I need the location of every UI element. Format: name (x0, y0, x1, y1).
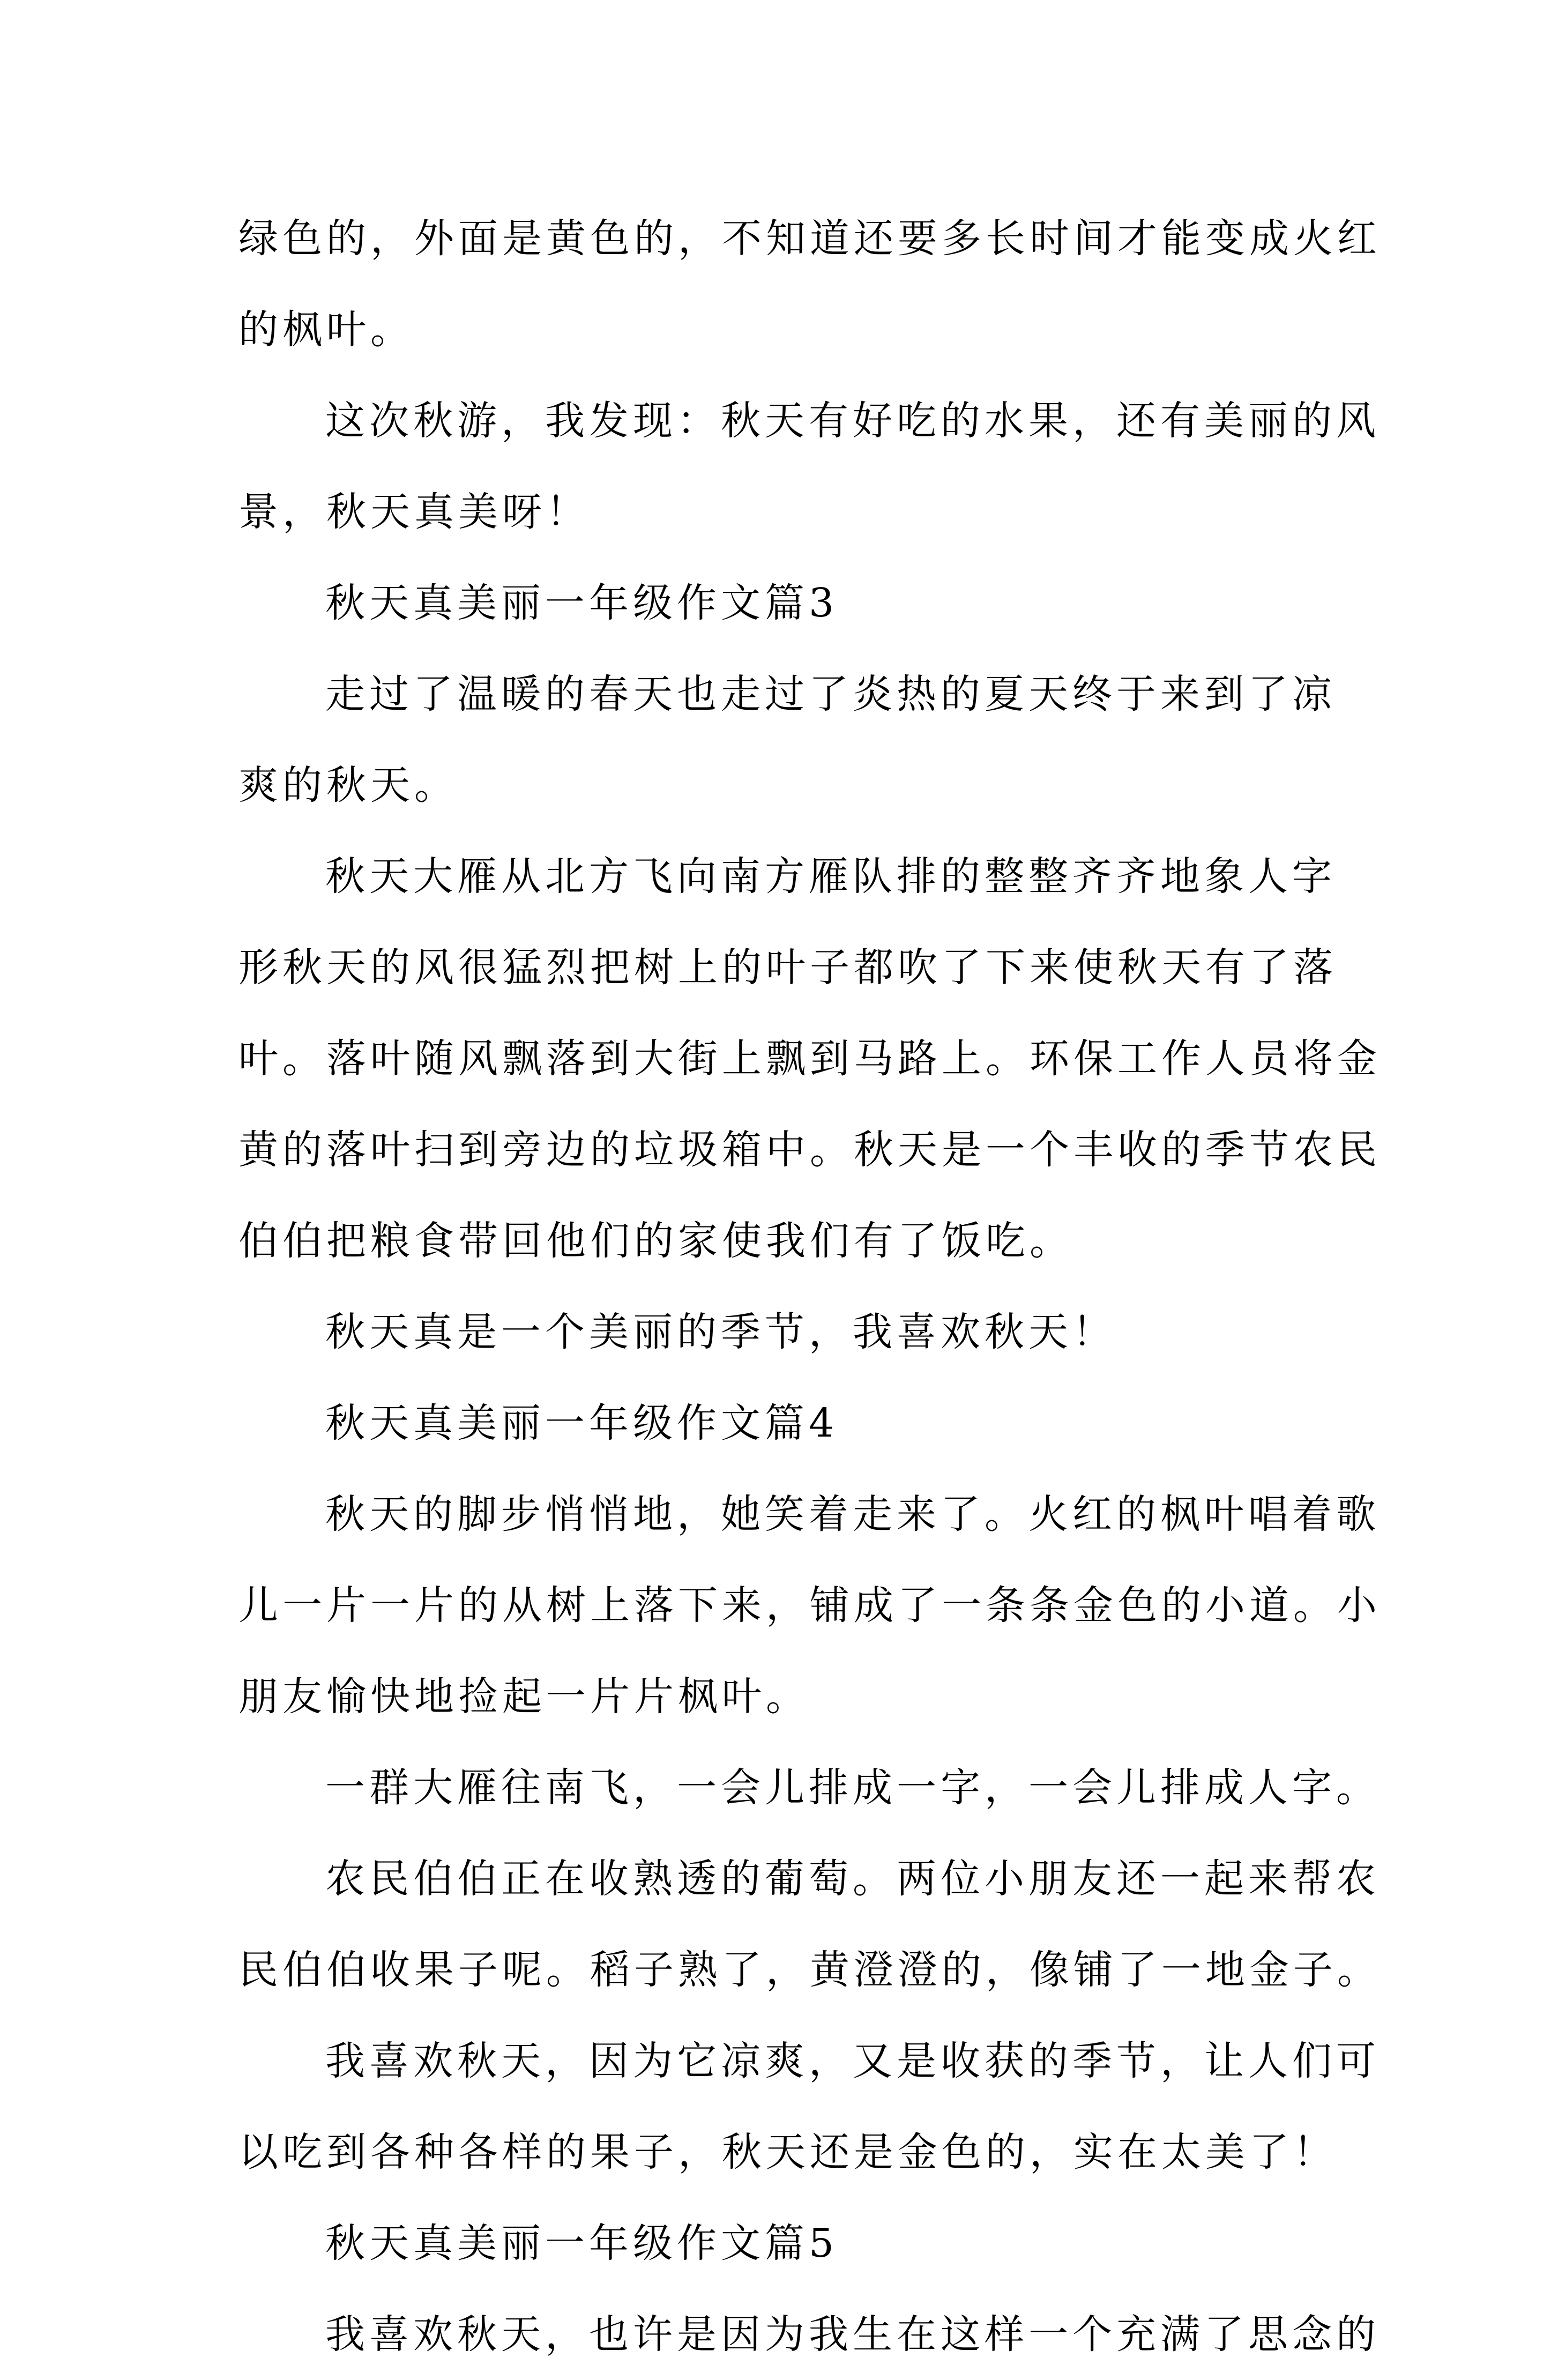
text-line: 这次秋游，我发现：秋天有好吃的水果，还有美丽的风 (325, 398, 1380, 444)
document-page (238, 193, 1381, 2380)
text-line: 景，秋天真美呀！ (238, 489, 590, 535)
text-line: 走过了温暖的春天也走过了炎热的夏天终于来到了凉 (325, 671, 1336, 717)
text-line: 秋天大雁从北方飞向南方雁队排的整整齐齐地象人字 (325, 853, 1336, 899)
text-line: 民伯伯收果子呢。稻子熟了，黄澄澄的，像铺了一地金子。 (238, 1947, 1381, 1993)
text-line: 叶。落叶随风飘落到大街上飘到马路上。环保工作人员将金 (238, 1036, 1381, 1082)
text-line: 我喜欢秋天，因为它凉爽，又是收获的季节，让人们可 (325, 2038, 1380, 2084)
text-line: 的枫叶。 (238, 307, 414, 353)
section-heading: 秋天真美丽一年级作文篇3 (325, 580, 839, 626)
text-line: 农民伯伯正在收熟透的葡萄。两位小朋友还一起来帮农 (325, 1856, 1380, 1902)
section-heading: 秋天真美丽一年级作文篇5 (325, 2220, 839, 2266)
text-line: 朋友愉快地捡起一片片枫叶。 (238, 1674, 810, 1720)
text-line: 秋天的脚步悄悄地，她笑着走来了。火红的枫叶唱着歌 (325, 1491, 1380, 1537)
document-body (238, 193, 1381, 2380)
section-heading: 秋天真美丽一年级作文篇4 (325, 1400, 839, 1446)
text-line: 儿一片一片的从树上落下来，铺成了一条条金色的小道。小 (238, 1582, 1381, 1628)
text-line: 秋天真是一个美丽的季节，我喜欢秋天！ (325, 1309, 1116, 1355)
text-line: 形秋天的风很猛烈把树上的叶子都吹了下来使秋天有了落 (238, 944, 1337, 991)
text-line: 爽的秋天。 (238, 762, 458, 808)
text-line: 绿色的，外面是黄色的，不知道还要多长时间才能变成火红 (238, 215, 1381, 262)
text-line: 以吃到各种各样的果子，秋天还是金色的，实在太美了！ (238, 2129, 1337, 2175)
text-line: 伯伯把粮食带回他们的家使我们有了饭吃。 (238, 1218, 1073, 1264)
text-line: 一群大雁往南飞，一会儿排成一字，一会儿排成人字。 (325, 1765, 1380, 1811)
text-line: 黄的落叶扫到旁边的垃圾箱中。秋天是一个丰收的季节农民 (238, 1127, 1381, 1173)
text-line: 我喜欢秋天，也许是因为我生在这样一个充满了思念的 (325, 2311, 1380, 2357)
